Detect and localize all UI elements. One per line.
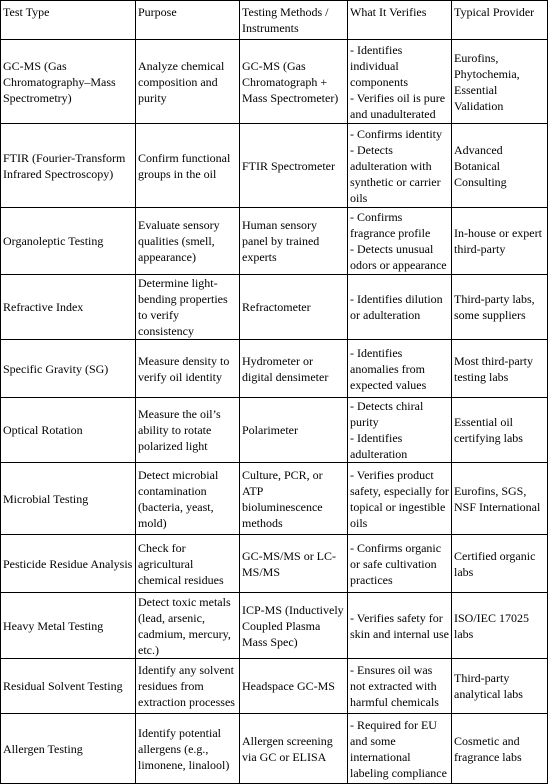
purpose-cell: Check for agricultural chemical residues xyxy=(136,535,240,593)
what-it-verifies-cell xyxy=(348,275,452,340)
verifies-line: - Verifies safety for skin and internal use xyxy=(350,610,449,641)
what-it-verifies-cell xyxy=(348,398,452,463)
typical-provider-cell: In-house or expert third-party xyxy=(452,208,548,275)
test-type-cell: Allergen Testing xyxy=(1,714,136,784)
header-typical-provider: Typical Provider xyxy=(452,1,548,40)
what-it-verifies-cell xyxy=(348,714,452,784)
typical-provider-cell: Eurofins, SGS, NSF International xyxy=(452,463,548,535)
typical-provider-cell: Essential oil certifying labs xyxy=(452,398,548,463)
testing-methods-cell: Culture, PCR, or ATP bioluminescence methods xyxy=(240,463,348,535)
test-type-cell: Residual Solvent Testing xyxy=(1,659,136,714)
table-row xyxy=(1,40,548,124)
header-testing-methods: Testing Methods / Instruments xyxy=(240,1,348,40)
typical-provider-cell: Most third-party testing labs xyxy=(452,340,548,398)
table-row xyxy=(1,535,548,593)
what-it-verifies-cell xyxy=(348,124,452,208)
test-type-cell: Optical Rotation xyxy=(1,398,136,463)
verifies-line: - Detects chiral purity xyxy=(350,399,424,429)
testing-methods-cell: Allergen screening via GC or ELISA xyxy=(240,714,348,784)
verifies-line: - Identifies adulteration xyxy=(350,431,408,461)
verifies-line: - Identifies individual components xyxy=(350,42,408,89)
what-it-verifies-cell xyxy=(348,340,452,398)
what-it-verifies-cell xyxy=(348,593,452,659)
verifies-line: - Identifies anomalies from expected values xyxy=(350,345,427,392)
verifies-line: - Confirms identity xyxy=(350,126,442,141)
purpose-cell: Evaluate sensory qualities (smell, appearance) xyxy=(136,208,240,275)
table-row xyxy=(1,275,548,340)
testing-methods-cell: GC-MS (Gas Chromatograph + Mass Spectrometer) xyxy=(240,40,348,124)
table-row xyxy=(1,340,548,398)
test-type-cell: Specific Gravity (SG) xyxy=(1,340,136,398)
purpose-cell: Measure density to verify oil identity xyxy=(136,340,240,398)
header-test-type: Test Type xyxy=(1,1,136,40)
testing-methods-cell: FTIR Spectrometer xyxy=(240,124,348,208)
testing-methods-cell: ICP-MS (Inductively Coupled Plasma Mass Spec) xyxy=(240,593,348,659)
table-row xyxy=(1,398,548,463)
verifies-line: - Ensures oil was not extracted with harmful chemicals xyxy=(350,663,439,709)
verifies-line: - Confirms fragrance profile xyxy=(350,210,431,240)
test-type-cell: Pesticide Residue Analysis xyxy=(1,535,136,593)
what-it-verifies-cell xyxy=(348,40,452,124)
table-row xyxy=(1,714,548,784)
what-it-verifies-cell xyxy=(348,659,452,714)
test-type-cell: Refractive Index xyxy=(1,275,136,340)
header-row xyxy=(1,1,548,40)
test-type-cell: Microbial Testing xyxy=(1,463,136,535)
typical-provider-cell: Certified organic labs xyxy=(452,535,548,593)
testing-methods-cell: Polarimeter xyxy=(240,398,348,463)
verifies-line: - Verifies oil is pure and unadulterated xyxy=(350,90,446,121)
test-type-cell: FTIR (Fourier-Transform Infrared Spectroscopy) xyxy=(1,124,136,208)
purpose-cell: Identify any solvent residues from extraction processes xyxy=(136,659,240,714)
table-row xyxy=(1,463,548,535)
typical-provider-cell: Third-party analytical labs xyxy=(452,659,548,714)
testing-methods-cell: Refractometer xyxy=(240,275,348,340)
purpose-cell: Detect microbial contamination (bacteria, yeast, mold) xyxy=(136,463,240,535)
purpose-cell: Determine light-bending properties to verify consistency xyxy=(136,275,240,340)
verifies-line: - Confirms organic or safe cultivation practices xyxy=(350,540,442,587)
verifies-line: - Required for EU and some international labeling compliance xyxy=(350,717,447,780)
test-type-cell: Organoleptic Testing xyxy=(1,208,136,275)
test-type-cell: Heavy Metal Testing xyxy=(1,593,136,659)
purpose-cell: Identify potential allergens (e.g., limonene, linalool) xyxy=(136,714,240,784)
purpose-cell: Detect toxic metals (lead, arsenic, cadmium, mercury, etc.) xyxy=(136,593,240,659)
verifies-line: - Detects adulteration with synthetic or carrier oils xyxy=(350,142,441,205)
what-it-verifies-cell xyxy=(348,208,452,275)
typical-provider-cell: Advanced Botanical Consulting xyxy=(452,124,548,208)
verifies-line: - Detects unusual odors or appearance xyxy=(350,242,447,272)
purpose-cell: Measure the oil’s ability to rotate polarized light xyxy=(136,398,240,463)
testing-methods-cell: Headspace GC-MS xyxy=(240,659,348,714)
table-row xyxy=(1,593,548,659)
header-what-it-verifies: What It Verifies xyxy=(348,1,452,40)
test-type-cell: GC-MS (Gas Chromatography–Mass Spectrometry) xyxy=(1,40,136,124)
purpose-cell: Analyze chemical composition and purity xyxy=(136,40,240,124)
what-it-verifies-cell xyxy=(348,463,452,535)
testing-methods-cell: Human sensory panel by trained experts xyxy=(240,208,348,275)
what-it-verifies-cell xyxy=(348,535,452,593)
verifies-line: - Verifies product safety, especially for topical or ingestible oils xyxy=(350,467,449,530)
purpose-cell: Confirm functional groups in the oil xyxy=(136,124,240,208)
typical-provider-cell: Eurofins, Phytochemia, Essential Validation xyxy=(452,40,548,124)
header-purpose: Purpose xyxy=(136,1,240,40)
typical-provider-cell: Cosmetic and fragrance labs xyxy=(452,714,548,784)
typical-provider-cell: Third-party labs, some suppliers xyxy=(452,275,548,340)
verifies-line: - Identifies dilution or adulteration xyxy=(350,292,443,322)
table-row xyxy=(1,124,548,208)
table-row xyxy=(1,208,548,275)
typical-provider-cell: ISO/IEC 17025 labs xyxy=(452,593,548,659)
table-row xyxy=(1,659,548,714)
table-body xyxy=(1,1,548,784)
testing-methods-cell: GC-MS/MS or LC-MS/MS xyxy=(240,535,348,593)
testing-methods-cell: Hydrometer or digital densimeter xyxy=(240,340,348,398)
